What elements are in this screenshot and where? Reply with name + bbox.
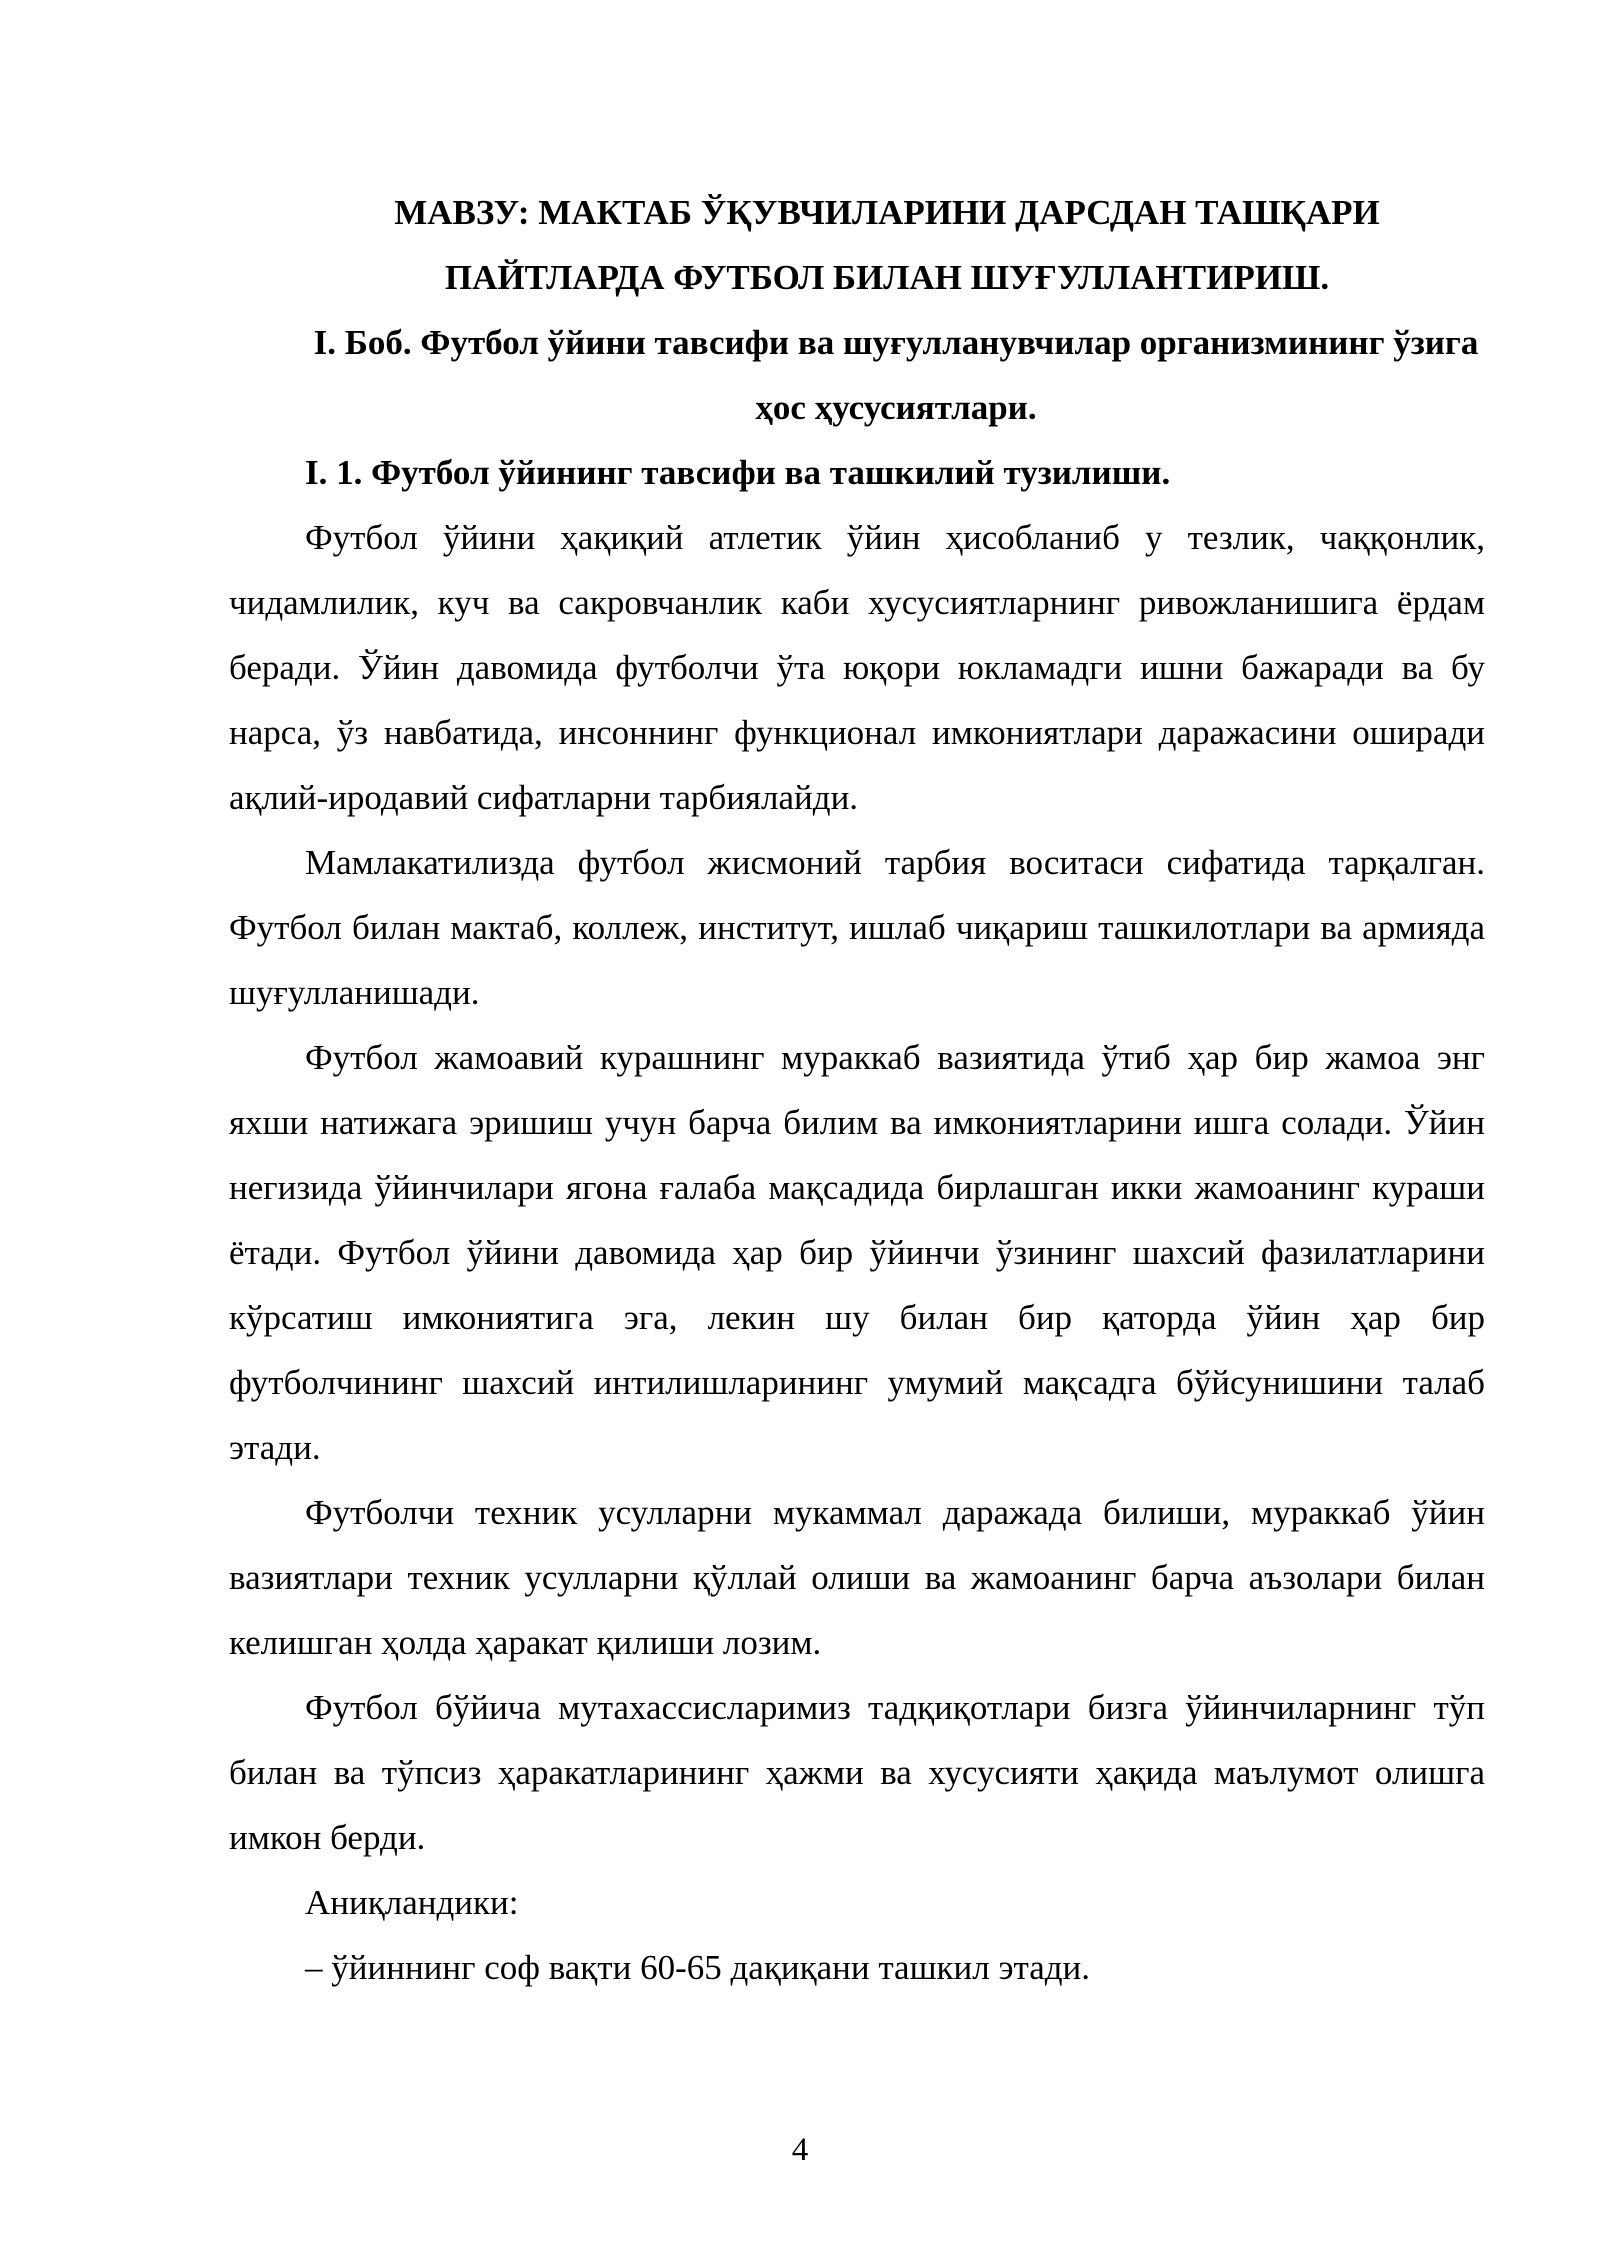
list-item: – ўйиннинг соф вақти 60-65 дақиқани ташкил этади. xyxy=(305,1948,1091,1987)
document-body xyxy=(229,180,1485,2000)
paragraph: Футболчи техник усулларни мукаммал даражада билиши, мураккаб ўйин вазиятлари техник усулларни қўллай олиши ва жамоанинг барча аъзолари билан келишган ҳолда ҳаракат қилиши лозим. xyxy=(229,1493,1485,1662)
section-title: I. 1. Футбол ўйининг тавсифи ва ташкилий тузилиши. xyxy=(305,453,1171,492)
paragraph: Футбол ўйини ҳақиқий атлетик ўйин ҳисобланиб у тезлик, чаққонлик, чидамлилик, куч ва сакровчанлик каби хусусиятларнинг ривожланишига ёрдам беради. Ўйин давомида футболчи ўта юқори юкламадги ишни бажаради ва бу нарса, ўз навбатида, инсоннинг функционал имкониятлари даражасини оширади ақлий-иродавий сифатларни тарбиялайди. xyxy=(229,518,1485,817)
chapter-title: I. Боб. Футбол ўйини тавсифи ва шуғулланувчилар организмининг ўзига ҳос ҳусусиятлари. xyxy=(313,323,1479,427)
paragraph: Футбол бўйича мутахассисларимиз тадқиқотлари бизга ўйинчиларнинг тўп билан ва тўпсиз ҳаракатларининг ҳажми ва хусусияти ҳақида маълумот олишга имкон берди. xyxy=(229,1688,1485,1857)
findings-label: Аниқландики: xyxy=(305,1883,519,1922)
paragraph: Футбол жамоавий курашнинг мураккаб вазиятида ўтиб ҳар бир жамоа энг яхши натижага эришиш учун барча билим ва имкониятларини ишга солади. Ўйин негизида ўйинчилари ягона ғалаба мақсадида бирлашган икки жамоанинг кураши ётади. Футбол ўйини давомида ҳар бир ўйинчи ўзининг шахсий фазилатларини кўрсатиш имкониятига эга, лекин шу билан бир қаторда ўйин ҳар бир футболчининг шахсий интилишларининг умумий мақсадга бўйсунишини талаб этади. xyxy=(229,1038,1485,1467)
paragraph: Мамлакатилизда футбол жисмоний тарбия воситаси сифатида тарқалган. Футбол билан мактаб, коллеж, институт, ишлаб чиқариш ташкилотлари ва армияда шуғулланишади. xyxy=(229,843,1485,1012)
page-number: 4 xyxy=(791,2132,809,2168)
topic-title: МАВЗУ: МАКТАБ ЎҚУВЧИЛАРИНИ ДАРСДАН ТАШҚАРИ ПАЙТЛАРДА ФУТБОЛ БИЛАН ШУҒУЛЛАНТИРИШ. xyxy=(394,193,1380,297)
